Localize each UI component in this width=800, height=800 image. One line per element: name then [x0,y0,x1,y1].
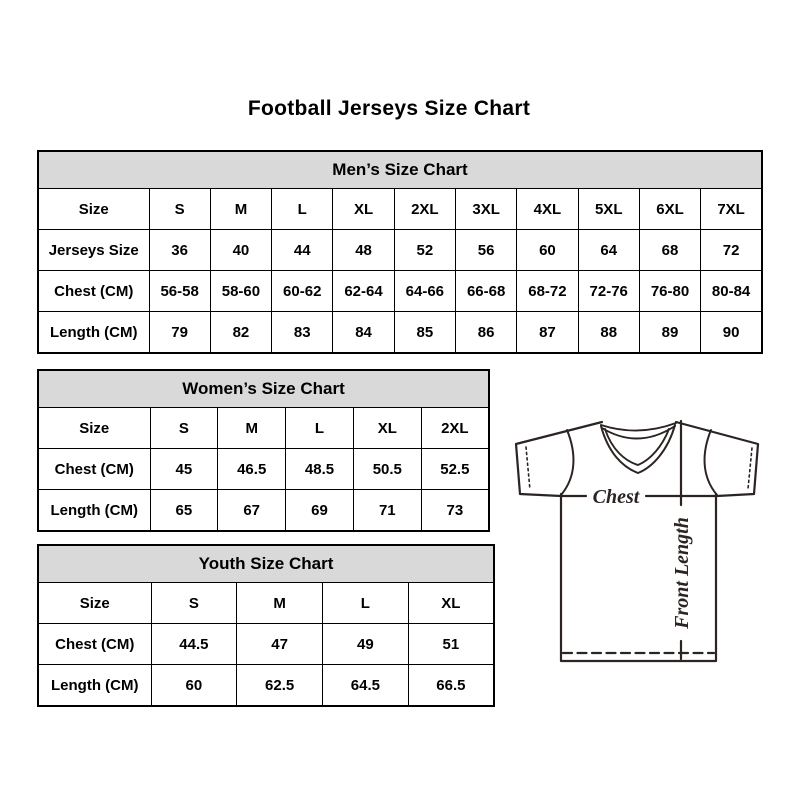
table-cell: 66-68 [455,271,516,312]
table-cell: S [149,189,210,230]
table-cell: 60-62 [272,271,333,312]
table-row [38,490,489,532]
table-cell: 56-58 [149,271,210,312]
table-cell: 56 [455,230,516,271]
jersey-collar [601,423,676,431]
jersey-right-seam [705,430,717,495]
row-label-cell: Size [38,583,151,624]
table-row [38,583,494,624]
table-cell: 2XL [421,408,489,449]
table-cell: 60 [517,230,578,271]
table-cell: 85 [394,312,455,354]
table-cell: 68 [639,230,700,271]
table-cell: 90 [701,312,762,354]
table-title-cell: Men’s Size Chart [38,151,762,189]
table-cell: 64.5 [323,665,409,707]
table-cell: M [218,408,286,449]
youth-size-chart-table [37,544,495,707]
table-cell: 62-64 [333,271,394,312]
table-cell: 89 [639,312,700,354]
table-cell: 84 [333,312,394,354]
table-cell: 66.5 [408,665,494,707]
table-cell: 86 [455,312,516,354]
table-cell: XL [408,583,494,624]
table-cell: 65 [150,490,218,532]
table-cell: 7XL [701,189,762,230]
table-row [38,449,489,490]
table-cell: 5XL [578,189,639,230]
row-label-cell: Size [38,189,149,230]
row-label-cell: Chest (CM) [38,449,150,490]
table-cell: XL [353,408,421,449]
table-row [38,271,762,312]
table-cell: 62.5 [237,665,323,707]
table-cell: M [237,583,323,624]
table-cell: 50.5 [353,449,421,490]
table-cell: 73 [421,490,489,532]
table-cell: 82 [210,312,271,354]
front-length-label: Front Length [671,517,693,629]
table-cell: 46.5 [218,449,286,490]
table-cell: M [210,189,271,230]
table-cell: 45 [150,449,218,490]
table-cell: 69 [286,490,354,532]
table-cell: 71 [353,490,421,532]
jersey-left-seam [561,430,573,495]
table-cell: L [272,189,333,230]
table-cell: 44.5 [151,624,237,665]
table-row [38,312,762,354]
table-cell: 68-72 [517,271,578,312]
row-label-cell: Length (CM) [38,490,150,532]
table-row [38,624,494,665]
table-cell: 51 [408,624,494,665]
mens-size-chart-table [37,150,763,354]
table-cell: 2XL [394,189,455,230]
table-cell: 79 [149,312,210,354]
chest-label: Chest [592,486,640,508]
table-cell: 6XL [639,189,700,230]
table-cell: 4XL [517,189,578,230]
table-cell: 64-66 [394,271,455,312]
table-cell: 40 [210,230,271,271]
table-cell: 60 [151,665,237,707]
table-cell: 76-80 [639,271,700,312]
row-label-cell: Length (CM) [38,312,149,354]
table-row [38,665,494,707]
table-cell: 3XL [455,189,516,230]
table-cell: 52.5 [421,449,489,490]
row-label-cell: Jerseys Size [38,230,149,271]
table-row [38,189,762,230]
jersey-diagram [500,405,780,675]
table-cell: 72-76 [578,271,639,312]
table-cell: 88 [578,312,639,354]
table-title-cell: Women’s Size Chart [38,370,489,408]
table-cell: 64 [578,230,639,271]
table-cell: L [286,408,354,449]
row-label-cell: Chest (CM) [38,624,151,665]
table-cell: 36 [149,230,210,271]
womens-size-chart-table [37,369,490,532]
table-cell: S [151,583,237,624]
table-cell: 83 [272,312,333,354]
table-cell: S [150,408,218,449]
table-cell: 47 [237,624,323,665]
row-label-cell: Length (CM) [38,665,151,707]
right-cuff-stitch-line [748,448,752,489]
table-title-cell: Youth Size Chart [38,545,494,583]
table-cell: L [323,583,409,624]
table-cell: 80-84 [701,271,762,312]
table-cell: 67 [218,490,286,532]
table-cell: 58-60 [210,271,271,312]
table-cell: 52 [394,230,455,271]
table-row [38,230,762,271]
row-label-cell: Size [38,408,150,449]
page-title: Football Jerseys Size Chart [247,97,531,120]
table-cell: 72 [701,230,762,271]
table-cell: 49 [323,624,409,665]
jersey-right-sleeve-outline [676,422,758,496]
row-label-cell: Chest (CM) [38,271,149,312]
table-cell: 87 [517,312,578,354]
left-cuff-stitch-line [526,447,530,490]
table-cell: 48 [333,230,394,271]
table-row [38,408,489,449]
table-cell: 48.5 [286,449,354,490]
table-cell: XL [333,189,394,230]
table-cell: 44 [272,230,333,271]
